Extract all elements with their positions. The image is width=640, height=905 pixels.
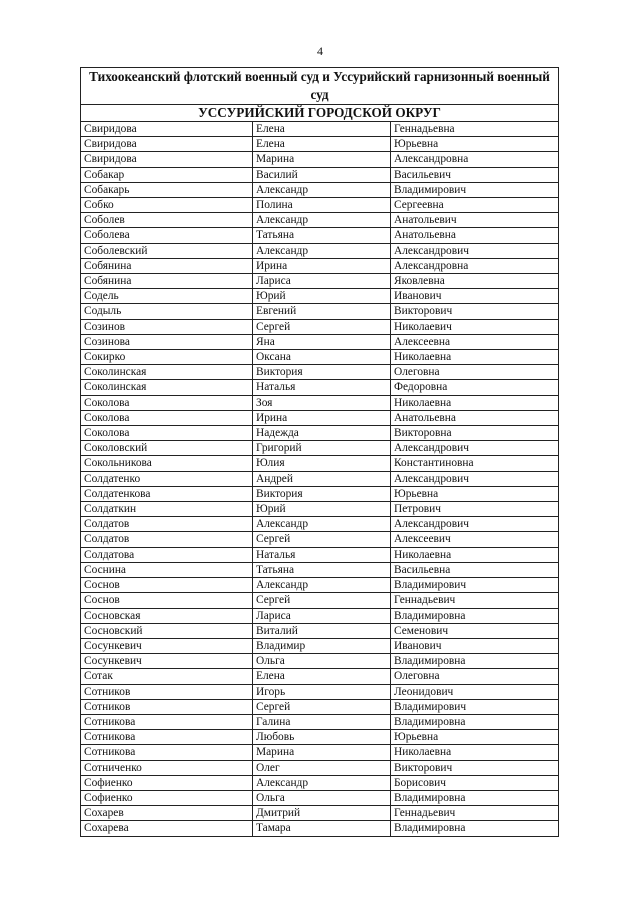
patronymic-cell: Александровна (391, 258, 559, 273)
first-name-cell: Игорь (253, 684, 391, 699)
patronymic-cell: Геннадьевна (391, 122, 559, 137)
patronymic-cell: Анатольевна (391, 228, 559, 243)
patronymic-cell: Иванович (391, 638, 559, 653)
first-name-cell: Оксана (253, 350, 391, 365)
patronymic-cell: Геннадьевич (391, 593, 559, 608)
surname-cell: Сотникова (81, 745, 253, 760)
patronymic-cell: Владимировна (391, 821, 559, 836)
first-name-cell: Татьяна (253, 562, 391, 577)
first-name-cell: Галина (253, 714, 391, 729)
surname-cell: Софиенко (81, 775, 253, 790)
surname-cell: Сотниченко (81, 760, 253, 775)
table-row (81, 441, 559, 456)
surname-cell: Соколинская (81, 365, 253, 380)
table-row (81, 380, 559, 395)
table-row (81, 502, 559, 517)
table-row (81, 699, 559, 714)
surname-cell: Собянина (81, 274, 253, 289)
patronymic-cell: Анатольевич (391, 213, 559, 228)
table-row (81, 684, 559, 699)
table-row (81, 517, 559, 532)
first-name-cell: Александр (253, 243, 391, 258)
first-name-cell: Полина (253, 198, 391, 213)
surname-cell: Сотак (81, 669, 253, 684)
first-name-cell: Наталья (253, 380, 391, 395)
table-row (81, 593, 559, 608)
first-name-cell: Ирина (253, 258, 391, 273)
surname-cell: Сосункевич (81, 654, 253, 669)
first-name-cell: Виталий (253, 623, 391, 638)
table-row (81, 775, 559, 790)
first-name-cell: Сергей (253, 593, 391, 608)
patronymic-cell: Владимировна (391, 714, 559, 729)
table-row (81, 410, 559, 425)
patronymic-cell: Николаевна (391, 395, 559, 410)
patronymic-cell: Владимировна (391, 654, 559, 669)
patronymic-cell: Петрович (391, 502, 559, 517)
surname-cell: Собянина (81, 258, 253, 273)
page-number: 4 (317, 44, 323, 58)
patronymic-cell: Семенович (391, 623, 559, 638)
surname-cell: Сокирко (81, 350, 253, 365)
patronymic-cell: Александрович (391, 471, 559, 486)
surname-cell: Собакар (81, 167, 253, 182)
patronymic-cell: Викторович (391, 304, 559, 319)
patronymic-cell: Александрович (391, 517, 559, 532)
table-row (81, 365, 559, 380)
table-row (81, 486, 559, 501)
patronymic-cell: Борисович (391, 775, 559, 790)
first-name-cell: Александр (253, 517, 391, 532)
table-row (81, 395, 559, 410)
first-name-cell: Зоя (253, 395, 391, 410)
patronymic-cell: Константиновна (391, 456, 559, 471)
surname-cell: Солдатов (81, 532, 253, 547)
patronymic-cell: Викторович (391, 760, 559, 775)
surname-cell: Соснов (81, 593, 253, 608)
patronymic-cell: Викторовна (391, 426, 559, 441)
surname-cell: Собко (81, 198, 253, 213)
patronymic-cell: Иванович (391, 289, 559, 304)
first-name-cell: Марина (253, 745, 391, 760)
surname-cell: Соколова (81, 395, 253, 410)
table-row (81, 152, 559, 167)
patronymic-cell: Владимирович (391, 182, 559, 197)
first-name-cell: Александр (253, 182, 391, 197)
first-name-cell: Елена (253, 122, 391, 137)
surname-cell: Сосновская (81, 608, 253, 623)
first-name-cell: Татьяна (253, 228, 391, 243)
patronymic-cell: Владимировна (391, 608, 559, 623)
table-row (81, 562, 559, 577)
table-row (81, 289, 559, 304)
first-name-cell: Лариса (253, 608, 391, 623)
patronymic-cell: Александрович (391, 441, 559, 456)
first-name-cell: Сергей (253, 532, 391, 547)
table-row (81, 578, 559, 593)
patronymic-cell: Николаевич (391, 319, 559, 334)
first-name-cell: Наталья (253, 547, 391, 562)
patronymic-cell: Яковлевна (391, 274, 559, 289)
patronymic-cell: Николаевна (391, 745, 559, 760)
surname-cell: Сотникова (81, 714, 253, 729)
surname-cell: Сотников (81, 684, 253, 699)
table-row (81, 730, 559, 745)
table-row (81, 806, 559, 821)
patronymic-cell: Владимирович (391, 699, 559, 714)
first-name-cell: Елена (253, 669, 391, 684)
patronymic-cell: Сергеевна (391, 198, 559, 213)
first-name-cell: Тамара (253, 821, 391, 836)
table-row (81, 274, 559, 289)
surname-cell: Солдатова (81, 547, 253, 562)
patronymic-cell: Васильевич (391, 167, 559, 182)
table-title-row (81, 68, 559, 105)
table-row (81, 654, 559, 669)
table-row (81, 228, 559, 243)
table-row (81, 714, 559, 729)
patronymic-cell: Александрович (391, 243, 559, 258)
table-row (81, 304, 559, 319)
surname-cell: Созинов (81, 319, 253, 334)
first-name-cell: Лариса (253, 274, 391, 289)
table-row (81, 167, 559, 182)
surname-cell: Содель (81, 289, 253, 304)
surname-cell: Солдатов (81, 517, 253, 532)
first-name-cell: Виктория (253, 365, 391, 380)
first-name-cell: Виктория (253, 486, 391, 501)
table-row (81, 547, 559, 562)
table-row (81, 745, 559, 760)
first-name-cell: Сергей (253, 699, 391, 714)
first-name-cell: Александр (253, 578, 391, 593)
first-name-cell: Александр (253, 213, 391, 228)
table-row (81, 258, 559, 273)
table-row (81, 760, 559, 775)
surname-cell: Сохарев (81, 806, 253, 821)
surname-cell: Сотников (81, 699, 253, 714)
patronymic-cell: Юрьевна (391, 486, 559, 501)
surname-cell: Содыль (81, 304, 253, 319)
table-row (81, 334, 559, 349)
table-row (81, 182, 559, 197)
surname-cell: Сосункевич (81, 638, 253, 653)
patronymic-cell: Александровна (391, 152, 559, 167)
surname-cell: Софиенко (81, 790, 253, 805)
table-body (81, 68, 559, 837)
table-row (81, 669, 559, 684)
surname-cell: Солдатенко (81, 471, 253, 486)
first-name-cell: Андрей (253, 471, 391, 486)
surname-cell: Соболев (81, 213, 253, 228)
surname-cell: Солдатенкова (81, 486, 253, 501)
patronymic-cell: Анатольевна (391, 410, 559, 425)
table-row (81, 122, 559, 137)
table-row (81, 821, 559, 836)
first-name-cell: Олег (253, 760, 391, 775)
surname-cell: Соколова (81, 410, 253, 425)
patronymic-cell: Алексеевич (391, 532, 559, 547)
surname-cell: Соколинская (81, 380, 253, 395)
surname-cell: Соколовский (81, 441, 253, 456)
table-row (81, 319, 559, 334)
table-row (81, 532, 559, 547)
table-row (81, 638, 559, 653)
table-subtitle-row (81, 105, 559, 122)
surname-cell: Солдаткин (81, 502, 253, 517)
first-name-cell: Юлия (253, 456, 391, 471)
first-name-cell: Григорий (253, 441, 391, 456)
first-name-cell: Владимир (253, 638, 391, 653)
table-subtitle: УССУРИЙСКИЙ ГОРОДСКОЙ ОКРУГ (81, 105, 559, 122)
patronymic-cell: Юрьевна (391, 137, 559, 152)
surname-cell: Собакарь (81, 182, 253, 197)
table-row (81, 608, 559, 623)
first-name-cell: Дмитрий (253, 806, 391, 821)
surname-cell: Соколова (81, 426, 253, 441)
surname-cell: Сокольникова (81, 456, 253, 471)
table-row (81, 137, 559, 152)
first-name-cell: Марина (253, 152, 391, 167)
first-name-cell: Надежда (253, 426, 391, 441)
first-name-cell: Ирина (253, 410, 391, 425)
first-name-cell: Юрий (253, 502, 391, 517)
table-row (81, 623, 559, 638)
patronymic-cell: Васильевна (391, 562, 559, 577)
first-name-cell: Яна (253, 334, 391, 349)
surname-cell: Сосновский (81, 623, 253, 638)
patronymic-cell: Алексеевна (391, 334, 559, 349)
first-name-cell: Сергей (253, 319, 391, 334)
surname-cell: Соснина (81, 562, 253, 577)
surname-cell: Соснов (81, 578, 253, 593)
patronymic-cell: Олеговна (391, 669, 559, 684)
table-row (81, 790, 559, 805)
patronymic-cell: Владимирович (391, 578, 559, 593)
first-name-cell: Александр (253, 775, 391, 790)
surname-cell: Свиридова (81, 152, 253, 167)
first-name-cell: Любовь (253, 730, 391, 745)
surname-cell: Созинова (81, 334, 253, 349)
table-row (81, 426, 559, 441)
patronymic-cell: Леонидович (391, 684, 559, 699)
juror-list-table (80, 67, 559, 837)
surname-cell: Сохарева (81, 821, 253, 836)
patronymic-cell: Геннадьевич (391, 806, 559, 821)
patronymic-cell: Владимировна (391, 790, 559, 805)
table-row (81, 213, 559, 228)
surname-cell: Свиридова (81, 122, 253, 137)
table-row (81, 243, 559, 258)
patronymic-cell: Николаевна (391, 350, 559, 365)
surname-cell: Соболевский (81, 243, 253, 258)
patronymic-cell: Николаевна (391, 547, 559, 562)
surname-cell: Соболева (81, 228, 253, 243)
table-title: Тихоокеанский флотский военный суд и Уссурийский гарнизонный военный суд (81, 68, 559, 105)
table-row (81, 456, 559, 471)
surname-cell: Сотникова (81, 730, 253, 745)
patronymic-cell: Федоровна (391, 380, 559, 395)
patronymic-cell: Юрьевна (391, 730, 559, 745)
patronymic-cell: Олеговна (391, 365, 559, 380)
first-name-cell: Юрий (253, 289, 391, 304)
table-row (81, 471, 559, 486)
table-row (81, 350, 559, 365)
first-name-cell: Ольга (253, 654, 391, 669)
first-name-cell: Ольга (253, 790, 391, 805)
first-name-cell: Василий (253, 167, 391, 182)
first-name-cell: Евгений (253, 304, 391, 319)
first-name-cell: Елена (253, 137, 391, 152)
table-row (81, 198, 559, 213)
surname-cell: Свиридова (81, 137, 253, 152)
